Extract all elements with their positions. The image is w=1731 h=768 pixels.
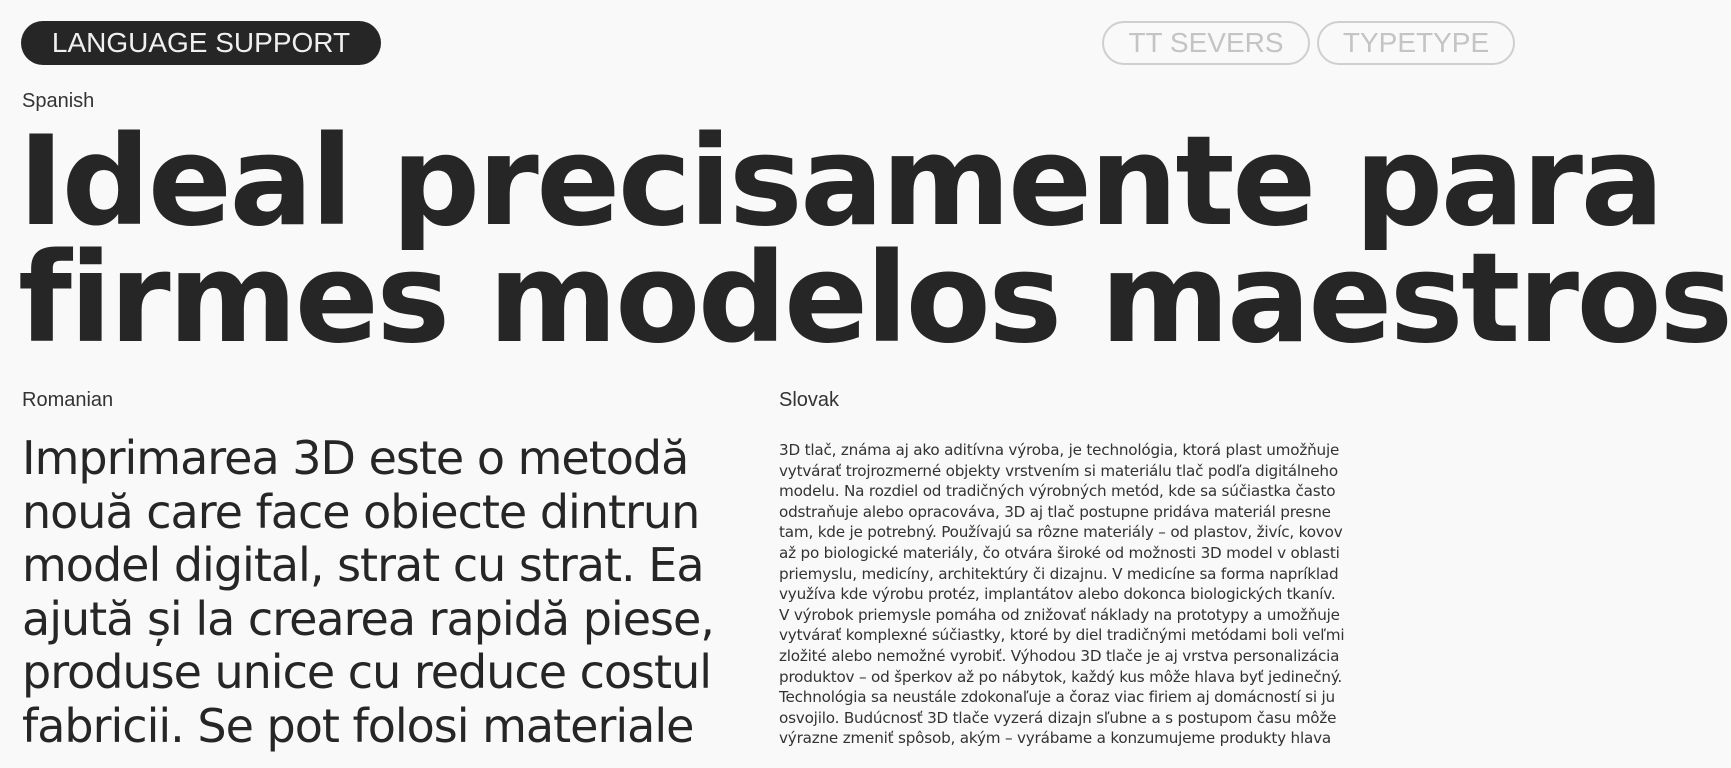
slovak-line: V výrobok priemysle pomáha od znižovať náklady na prototypy a umožňuje xyxy=(779,605,1340,624)
slovak-line: odstraňuje alebo opracováva, 3D aj tlač postupne pridáva materiál presne xyxy=(779,502,1331,521)
slovak-line: osvojilo. Budúcnosť 3D tlače vyzerá dizajn sľubne a s postupom času môže xyxy=(779,708,1337,727)
spanish-line: Ideal precisamente para xyxy=(18,110,1662,254)
romanian-line: fabricii. Se pot folosi materiale xyxy=(22,698,694,753)
slovak-line: Technológia sa neustále zdokonaľuje a čoraz viac firiem aj domácností si ju xyxy=(779,688,1335,707)
slovak-line: 3D tlač, známa aj ako aditívna výroba, je technológia, ktorá plast umožňuje xyxy=(779,441,1340,459)
slovak-line: výrazne zmeniť spôsob, akým – vyrábame a konzumujeme produkty hlava xyxy=(779,729,1331,748)
slovak-line: až po biologické materiály, čo otvára široké od možnosti 3D model v oblasti xyxy=(779,543,1340,562)
romanian-sample xyxy=(22,432,767,753)
foundry-tag[interactable]: TYPETYPE xyxy=(1317,21,1515,65)
romanian-line: nouă care face obiecte dintrun xyxy=(22,484,700,539)
slovak-line: priemyslu, medicíny, architektúry či dizajnu. V medicíne sa forma napríklad xyxy=(779,564,1339,583)
romanian-line: Imprimarea 3D este o metodă xyxy=(22,431,689,485)
slovak-line: zložité alebo nemožné vyrobiť. Výhodou 3D tlače je aj vrstva personalizácia xyxy=(779,646,1340,665)
font-name-tag[interactable]: TT SEVERS xyxy=(1102,21,1310,65)
slovak-label: Slovak xyxy=(779,389,840,411)
slovak-line: tam, kde je potrebný. Používajú sa rôzne materiály – od plastov, živíc, kovov xyxy=(779,523,1343,542)
romanian-label: Romanian xyxy=(22,389,114,411)
romanian-line: model digital, strat cu strat. Ea xyxy=(22,538,704,592)
spanish-sample xyxy=(18,110,1731,371)
slovak-line: využíva kde výrobu protéz, implantátov alebo dokonca biologických tkanív. xyxy=(779,585,1336,604)
slovak-line: vytvárať trojrozmerné objekty vrstvením si materiálu tlač podľa digitálneho xyxy=(779,461,1338,480)
slovak-line: produktov – od šperkov až po nábytok, každý kus môže hlava byť jedinečný. xyxy=(779,667,1343,686)
spanish-line: firmes modelos maestros xyxy=(18,227,1731,371)
language-support-tag: LANGUAGE SUPPORT xyxy=(21,21,381,65)
slovak-sample xyxy=(779,440,1419,749)
slovak-line: modelu. Na rozdiel od tradičných výrobných metód, kde sa súčiastka často xyxy=(779,482,1336,501)
slovak-line: vytvárať komplexné súčiastky, ktoré by diel tradičnými metódami boli veľmi xyxy=(779,626,1345,645)
romanian-line: ajută și la crearea rapidă piese, xyxy=(22,591,714,646)
spanish-label: Spanish xyxy=(22,90,95,112)
romanian-line: produse unice cu reduce costul xyxy=(22,645,711,699)
